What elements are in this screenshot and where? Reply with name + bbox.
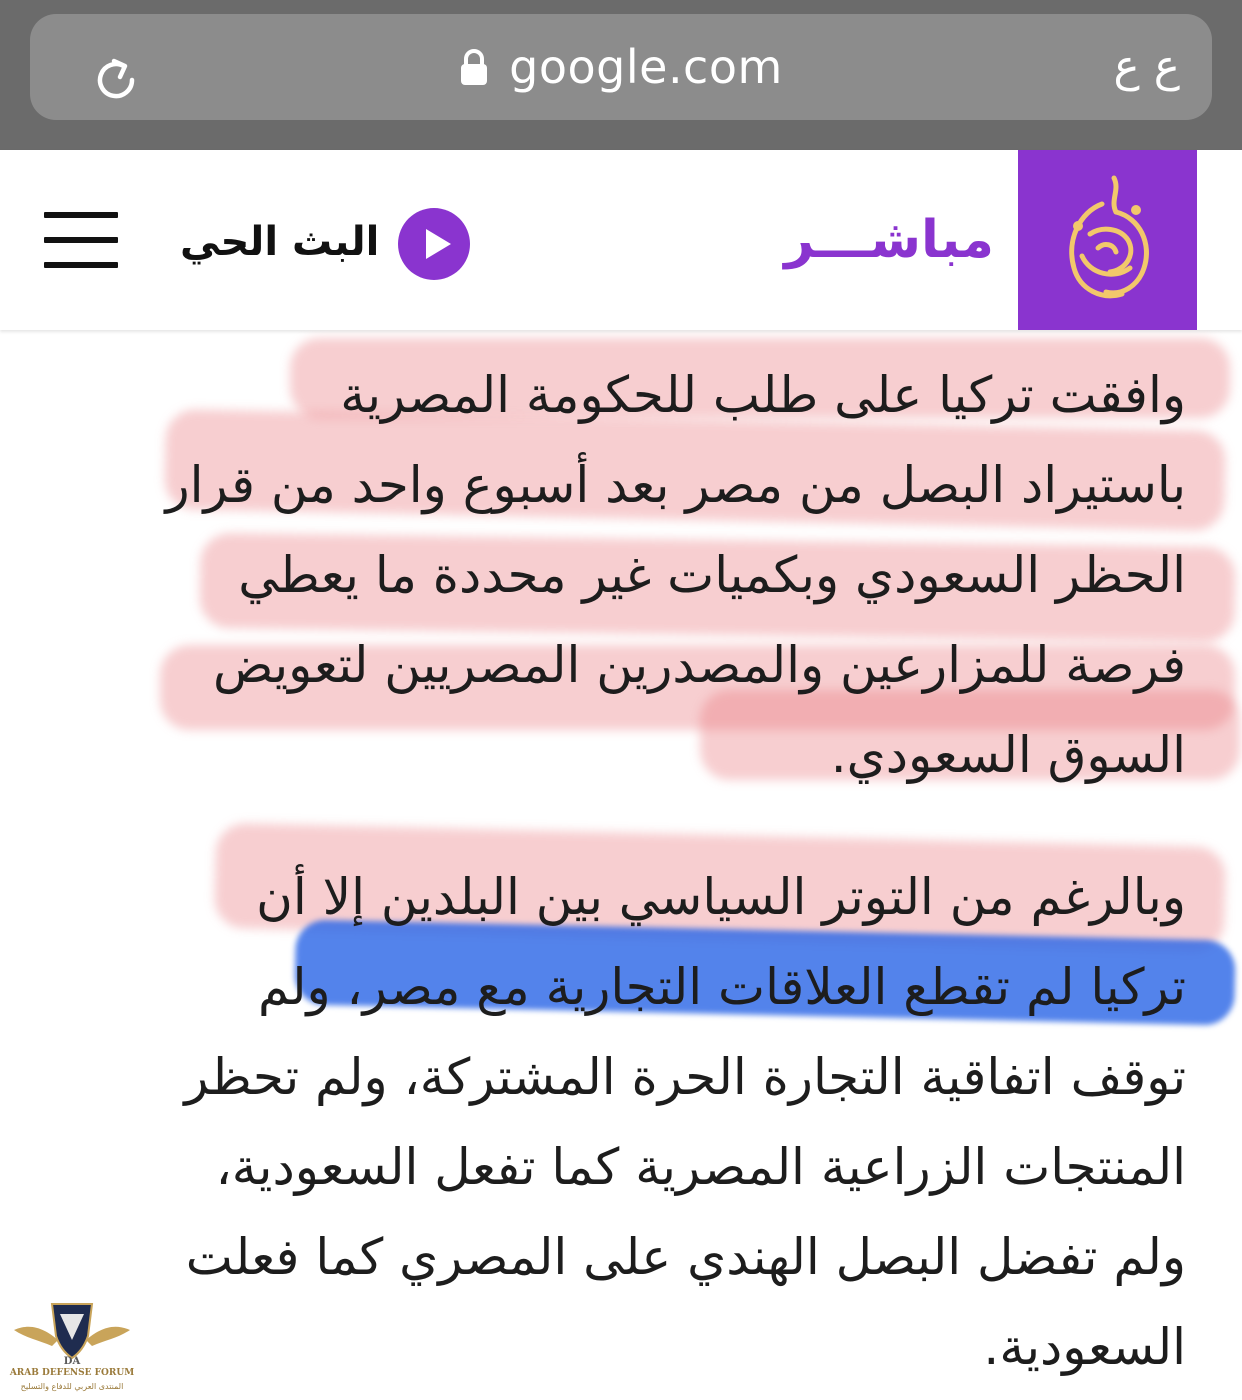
live-stream-link[interactable]: البث الحي — [180, 219, 380, 265]
article-line: المنتجات الزراعية المصرية كما تفعل السعودية، — [215, 1138, 1186, 1196]
article-line: فرصة للمزارعين والمصدرين المصريين لتعويض — [212, 636, 1186, 694]
article-line: ولم تفضل البصل الهندي على المصري كما فعلت — [185, 1228, 1186, 1286]
article-line: تركيا لم تقطع العلاقات التجارية مع مصر، ولم — [257, 958, 1186, 1016]
brand-label[interactable]: مباشـــر — [784, 210, 994, 270]
aljazeera-logo-icon[interactable] — [1018, 150, 1197, 330]
play-circle-icon[interactable] — [398, 208, 470, 280]
text-size-button[interactable]: ع ع — [1113, 41, 1180, 92]
svg-text:DA: DA — [63, 1356, 81, 1366]
watermark-subtitle: المنتدى العربي للدفاع والتسليح — [20, 1382, 124, 1391]
article-line: السوق السعودي. — [830, 726, 1186, 784]
arab-defense-forum-emblem-icon — [8, 1300, 136, 1366]
article-line: وافقت تركيا على طلب للحكومة المصرية — [340, 366, 1186, 424]
watermark-title: ARAB DEFENSE FORUM — [9, 1368, 135, 1378]
article-line: باستيراد البصل من مصر بعد أسبوع واحد من قرار — [165, 456, 1186, 514]
article-line: توقف اتفاقية التجارة الحرة المشتركة، ولم تحظر — [184, 1048, 1186, 1106]
site-header — [0, 150, 1242, 330]
hamburger-menu-icon[interactable] — [44, 212, 118, 268]
article-line: وبالرغم من التوتر السياسي بين البلدين إلا أن — [256, 868, 1186, 926]
forum-watermark — [8, 1300, 136, 1396]
url-text: google.com — [509, 40, 783, 94]
article-line: الحظر السعودي وبكميات غير محددة ما يعطي — [238, 546, 1186, 604]
article-line: السعودية. — [983, 1318, 1186, 1376]
